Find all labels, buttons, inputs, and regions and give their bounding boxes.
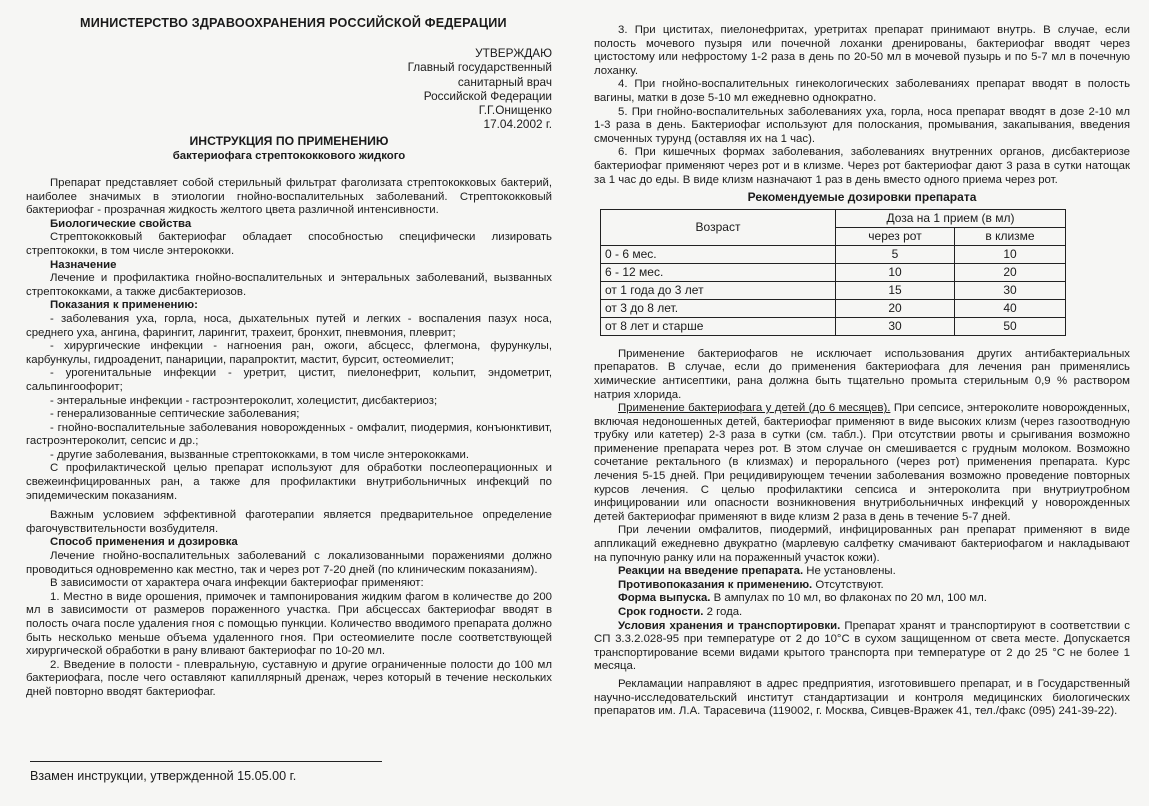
approval-block <box>312 46 552 132</box>
condition-paragraph: Важным условием эффективной фаготерапии является предварительное определение фагочувствительности возбудителя. <box>26 509 552 535</box>
table-row <box>601 263 1066 281</box>
approve-line: Главный государственный <box>407 60 552 75</box>
children-text: При сепсисе, энтероколите новорожденных, включая недоношенных детей, бактериофаг применяют в виде высоких клизм (через газоотводную трубку или катетер) 2-3 раза в сутки (см. табл.). При отсутствии рвоты и срыгивания возможно применение препарата через рот. В этом случае он смешивается с грудным молоком. Возможно сочетание ректального (в клизмах) и перорального (через рот) применения препарата. Курс лечения 5-15 дней. При рецидивирующем течении заболевания возможно проведение повторных курсов лечения. С целью профилактики сепсиса и энтероколита при внутриутробном инфицировании или опасности возникновения внутрибольничных инфекций у новорожденных детей бактериофаг применяют в виде клизм 2 раза в день в течение 5-7 дней. <box>594 402 1130 523</box>
column-header-dose: Доза на 1 прием (в мл) <box>836 209 1066 227</box>
method-item-3: 3. При циститах, пиелонефритах, уретритах препарат принимают внутрь. В случае, если полость мочевого пузыря или почечной лоханки дренированы, бактериофаг вводят через цистостому или нефростому 1-2 раза в день по 20-50 мл в мочевой пузырь и по 5-7 мл в почечную лоханку. <box>594 24 1130 77</box>
combination-paragraph: Применение бактериофагов не исключает использования других антибактериальных препаратов. В случае, если до применения бактериофага для лечения ран применялись химические антисептики, рана должна быть тщательно промыта стерильным 0,9 % раствором натрия хлорида. <box>594 347 1130 401</box>
oral-dose-cell: 30 <box>836 317 955 335</box>
shelf-life-label: Срок годности. <box>618 606 704 618</box>
shelf-life-paragraph <box>594 606 1130 620</box>
indication-item: - генерализованные септические заболевания; <box>50 408 300 421</box>
form-paragraph <box>594 592 1130 606</box>
column-header-age: Возраст <box>601 209 836 245</box>
reactions-text: Не установлены. <box>803 565 896 578</box>
approve-line: санитарный врач <box>457 74 552 89</box>
section-title-method: Способ применения и дозировка <box>50 536 238 549</box>
shelf-life-text: 2 года. <box>703 606 743 618</box>
children-heading: Применение бактериофага у детей (до 6 месяцев). <box>618 402 891 415</box>
document-subtitle: бактериофага стрептококкового жидкого <box>172 150 406 162</box>
biology-paragraph: Стрептококковый бактериофаг обладает способностью специфически лизировать стрептококки, в том числе энтерококки. <box>26 231 552 257</box>
method-item-1: 1. Местно в виде орошения, примочек и тампонирования жидким фагом в количестве до 200 мл в зависимости от размеров пораженного участка. При абсцессах бактериофаг вводят в полость очага после удаления гноя с помощью пункции. Количество вводимого препарата должно быть несколько меньше объема удаленного гноя. При остеомиелите после соответствующей хирургической обработки в рану вливают бактериофаг по 10-20 мл. <box>26 590 552 658</box>
section-title-biology: Биологические свойства <box>50 217 192 230</box>
table-row <box>601 317 1066 335</box>
age-cell: от 1 года до 3 лет <box>601 281 836 299</box>
ministry-heading: МИНИСТЕРСТВО ЗДРАВООХРАНЕНИЯ РОССИЙСКОЙ ФЕДЕРАЦИИ <box>80 16 507 30</box>
omphalitis-paragraph: При лечении омфалитов, пиодермий, инфицированных ран препарат применяют в виде аппликаций ежедневно двукратно (марлевую салфетку смачивают бактериофагом и накладывают на пупочную ранку или на пораженный участок кожи). <box>594 524 1130 564</box>
children-paragraph <box>594 402 1130 524</box>
approve-line: УТВЕРЖДАЮ <box>475 46 552 60</box>
indication-item: - другие заболевания, вызванные стрептококками, в том числе энтерококками. <box>50 448 470 461</box>
method-item-6: 6. При кишечных формах заболевания, заболеваниях внутренних органов, дисбактериозе бактериофаг применяют через рот и в клизме. Через рот бактериофаг дают 3 раза в сутки натощак за 1 час до еды. В виде клизм назначают 1 раз в день вместо одного приема через рот. <box>594 146 1130 186</box>
table-header-row <box>601 209 1066 227</box>
age-cell: от 8 лет и старше <box>601 317 836 335</box>
enema-dose-cell: 30 <box>954 281 1065 299</box>
storage-text: Препарат хранят и транспортируют в соответствии с СП 3.3.2.028-95 при температуре от 2 до 10°С в сухом защищенном от света месте. Допускается транспортирование всеми видами крытого транспорта при температуре от 2 до 25 °С не более 1 месяца. <box>594 619 1130 673</box>
approve-line: Российской Федерации <box>423 88 552 103</box>
dosage-table-title: Рекомендуемые дозировки препарата <box>747 190 977 205</box>
indication-item: - хирургические инфекции - нагноения ран, ожоги, абсцесс, флегмона, фурункулы, карбункулы, гидроаденит, панариции, парапроктит, мастит, бурсит, остеомиелит; <box>26 340 552 366</box>
contraindications-text: Отсутствуют. <box>812 578 884 591</box>
age-cell: 6 - 12 мес. <box>601 263 836 281</box>
approve-line: Г.Г.Онищенко <box>478 103 552 118</box>
purpose-paragraph: Лечение и профилактика гнойно-воспалительных и энтеральных заболеваний, вызванных стрептококками, а также дисбактериозов. <box>26 272 552 298</box>
contraindications-label: Противопоказания к применению. <box>618 578 813 591</box>
method-paragraph: Лечение гнойно-воспалительных заболеваний с локализованными поражениями должно проводиться одновременно как местно, так и через рот 7-20 дней (по клиническим показаниям). <box>26 550 552 576</box>
approve-date: 17.04.2002 г. <box>483 117 552 132</box>
indication-item: - энтеральные инфекции - гастроэнтероколит, холецистит, дисбактериоз; <box>50 394 438 407</box>
column-header-enema: в клизме <box>954 227 1065 245</box>
storage-label: Условия хранения и транспортировки. <box>618 619 841 632</box>
footnote-divider <box>30 761 382 762</box>
prophylaxis-paragraph: С профилактической целью препарат используют для обработки послеоперационных и свежеинфицированных ран, а также для профилактики внутрибольничных инфекций по эпидемическим показаниям. <box>26 462 552 502</box>
table-row <box>601 299 1066 317</box>
age-cell: от 3 до 8 лет. <box>601 299 836 317</box>
oral-dose-cell: 5 <box>836 245 955 263</box>
document-title: ИНСТРУКЦИЯ ПО ПРИМЕНЕНИЮ <box>189 134 389 148</box>
contraindications-paragraph <box>594 579 1130 593</box>
reactions-label: Реакции на введение препарата. <box>618 565 804 578</box>
oral-dose-cell: 20 <box>836 299 955 317</box>
method-item-2: 2. Введение в полости - плевральную, суставную и другие ограниченные полости до 100 мл бактериофага, после чего оставляют капиллярный дренаж, через который в течение нескольких дней повторно вводят бактериофаг. <box>26 658 552 698</box>
age-cell: 0 - 6 мес. <box>601 245 836 263</box>
left-body <box>26 177 552 700</box>
enema-dose-cell: 10 <box>954 245 1065 263</box>
section-title-purpose: Назначение <box>50 258 117 271</box>
column-header-oral: через рот <box>836 227 955 245</box>
depends-paragraph: В зависимости от характера очага инфекции бактериофаг применяют: <box>50 577 424 590</box>
storage-paragraph <box>594 620 1130 674</box>
indication-item: - урогенитальные инфекции - уретрит, цистит, пиелонефрит, кольпит, эндометрит, сальпингоофорит; <box>26 367 552 393</box>
method-item-4: 4. При гнойно-воспалительных гинекологических заболеваниях препарат вводят в полость вагины, матки в дозе 5-10 мл ежедневно однократно. <box>594 78 1130 104</box>
enema-dose-cell: 50 <box>954 317 1065 335</box>
claims-paragraph: Рекламации направляют в адрес предприятия, изготовившего препарат, и в Государственный научно-исследовательский институт стандартизации и контроля медицинских биологических препаратов им. Л.А. Тарасевича (119002, г. Москва, Сивцев-Вражек 41, тел./факс (095) 241-39-22). <box>594 677 1130 718</box>
method-item-5: 5. При гнойно-воспалительных заболеваниях уха, горла, носа препарат вводят в дозе 2-10 мл 1-3 раза в день. Бактериофаг используют для полоскания, промывания, закапывания, введения смоченных турунд (оставляя их на 1 час). <box>594 105 1130 145</box>
form-text: В ампулах по 10 мл, во флаконах по 20 мл, 100 мл. <box>710 592 987 605</box>
form-label: Форма выпуска. <box>618 592 711 605</box>
right-body <box>594 24 1130 719</box>
oral-dose-cell: 15 <box>836 281 955 299</box>
section-title-indications: Показания к применению: <box>50 299 198 312</box>
footnote: Взамен инструкции, утвержденной 15.05.00 г. <box>30 769 297 783</box>
indication-item: - гнойно-воспалительные заболевания новорожденных - омфалит, пиодермия, конъюнктивит, гастроэнтероколит, сепсис и др.; <box>26 421 552 448</box>
enema-dose-cell: 40 <box>954 299 1065 317</box>
enema-dose-cell: 20 <box>954 263 1065 281</box>
table-row <box>601 281 1066 299</box>
dosage-table <box>600 209 1066 336</box>
indication-item: - заболевания уха, горла, носа, дыхательных путей и легких - воспаления пазух носа, среднего уха, ангина, фарингит, ларингит, трахеит, бронхит, пневмония, плеврит; <box>26 312 552 339</box>
oral-dose-cell: 10 <box>836 263 955 281</box>
intro-paragraph: Препарат представляет собой стерильный фильтрат фаголизата стрептококковых бактерий, наиболее значимых в этиологии гнойно-воспалительных заболеваний. Стрептококковый бактериофаг - прозрачная жидкость желтого цвета различной интенсивности. <box>26 177 552 217</box>
table-row <box>601 245 1066 263</box>
reactions-paragraph <box>594 565 1130 579</box>
